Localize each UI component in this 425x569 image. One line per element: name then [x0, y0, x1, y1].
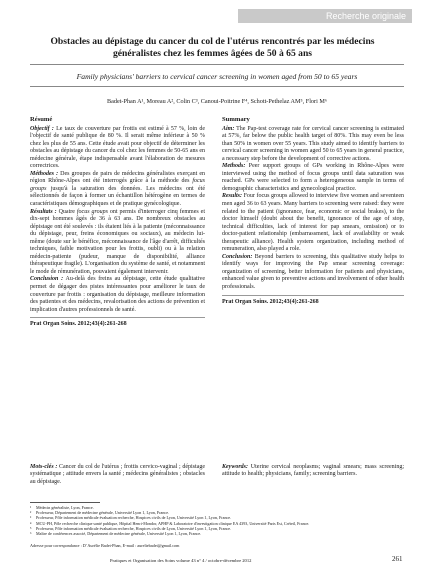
article-title-fr: Obstacles au dépistage du cancer du col de l'utérus rencontrés par les médecins généralistes chez les femmes âgées de 50 à 65 ans	[50, 36, 375, 59]
keywords-fr-text: Cancer du col de l'utérus ; frottis cervico-vaginal ; dépistage systématique ; attitude envers la santé ; médecins généralistes ; obstacles au dépistage.	[30, 464, 206, 485]
keywords-en-label: Keywords:	[222, 464, 248, 470]
page-number: 261	[392, 555, 403, 563]
footnote-item: ³ Professeur, Pôle information médicale évaluation recherche, Hospices civils de Lyon, Université Lyon 1, Lyon, France.	[30, 515, 232, 521]
resume-conclusion	[30, 276, 205, 314]
footnote-item: ⁶ Maître de conférences associé, Département de médecine générale, Université Lyon 1, Lyon, France.	[30, 531, 202, 537]
resume-methodes-text-a: Des groupes de pairs de médecins généralistes exerçant en région Rhône-Alpes ont été interrogés grâce à la méthode des	[30, 170, 206, 185]
resume-resultats-italic: focus groups	[76, 208, 108, 215]
resume-resultats-label: Résultats :	[30, 208, 57, 215]
summary-results	[222, 193, 404, 253]
title-divider-bottom	[30, 86, 404, 87]
resume-conclusion-label: Conclusion :	[30, 276, 64, 283]
footnote-divider	[30, 502, 100, 503]
summary-conclusion-text: Beyond barriers to screening, this qualitative study helps to identify ways for improving the Pap smear screening coverage: organization of screening, better information for patients and physicians, enhanced value given to preventive actions and involvement of other health professionals.	[222, 253, 404, 291]
summary-methods-label: Methods:	[222, 163, 246, 170]
article-title-en: Family physicians' barriers to cervical cancer screening in women aged from 50 to 65 years	[76, 72, 358, 81]
summary-results-label: Results:	[222, 193, 243, 200]
footnote-item: ⁵ Professeur, Pôle information médicale évaluation recherche, Hospices civils de Lyon, Université Lyon 1, Lyon, France.	[30, 525, 232, 531]
summary-heading: Summary	[222, 116, 250, 123]
resume-objectif	[30, 126, 205, 171]
resume-reference-divider	[30, 317, 205, 318]
summary-methods-text: Peer support groups of GPs working in Rhône-Alpes were interviewed using the method of focus groups until data saturation was reached. GPs were selected to form a heterogeneous sample in terms of demographic characteristics and gynecological practice.	[222, 163, 405, 192]
footnote-item: ⁴ MCU-PH, Pôle recherche clinique santé publique, Hôpital Henri-Mondor, APHP & Laboratoire d'investigation clinique EA 4393, Université Paris Est, Créteil, France.	[30, 520, 310, 526]
keywords-en-text: Uterine cervical neoplasms; vaginal smears; mass screening; attitude to health; physicians, family; screening barriers.	[222, 464, 405, 478]
resume-resultats	[30, 209, 205, 277]
summary-conclusion	[222, 254, 404, 292]
author-list: Badet-Phan A¹, Moreau A², Colin C³, Canoui-Poitrine F⁴, Schott-Pethelaz AM⁵, Flori M⁶	[107, 98, 327, 105]
correspondence-address: Adresse pour correspondance : D' Aurélie Badet-Phan, E-mail : aureliebadet@gmail.com	[30, 543, 180, 548]
resume-methodes-italic: focus groups	[30, 178, 206, 192]
title-divider	[30, 64, 404, 65]
resume-reference: Prat Organ Soins. 2012;43(4):261-268	[30, 321, 127, 328]
resume-methodes	[30, 171, 205, 209]
summary-column	[222, 116, 404, 306]
journal-footer: Pratiques et Organisation des Soins volume 43 n° 4 / octobre-décembre 2012	[110, 558, 252, 563]
keywords-fr	[30, 464, 205, 486]
summary-reference-divider	[222, 295, 404, 296]
resume-conclusion-text: Au-delà des freins au dépistage, cette étude qualitative permet de dégager des pistes intéressantes pour améliorer le taux de couverture par frottis : organisation du dépistage, meilleure information des patientes et des médecins, revalorisation des actions de prévention et implication d'autres professionnels de santé.	[30, 276, 206, 313]
summary-reference: Prat Organ Soins. 2012;43(4):261-268	[222, 298, 319, 305]
summary-methods	[222, 163, 404, 193]
resume-methodes-label: Méthodes :	[30, 170, 59, 177]
footnotes	[30, 505, 404, 536]
resume-heading: Résumé	[30, 116, 53, 123]
resume-resultats-text-b: ont permis d'interroger cinq femmes et dix-sept hommes âgés de 36 à 63 ans. De nombreux obstacles au dépistage ont été soulevés : ils étaient liés à la patiente (méconnaissance du dépistage, peur, freins économiques ou sociaux), au médecin lui-même (doute sur le bénéfice, méconnaissance de l'âge d'arrêt, difficultés techniques, faible motivation pour les frottis, oubli) ou à la relation médecin-patiente (pudeur, manque de disponibilité, alliance thérapeutique fragile). L'organisation du système de santé, et notamment le mode de rémunération, pouvaient également intervenir.	[30, 208, 206, 275]
resume-resultats-text-a: Quatre	[58, 208, 75, 215]
footnote-item: ² Professeur, Département de médecine générale, Université Lyon 1, Lyon, France.	[30, 510, 170, 516]
resume-objectif-label: Objectif :	[30, 125, 54, 132]
resume-methodes-text-b: jusqu'à la saturation des données. Les médecins ont été sélectionnés de façon à former un échantillon hétérogène en termes de caractéristiques démographiques et de pratique gynécologique.	[30, 185, 205, 208]
summary-aim	[222, 126, 404, 164]
resume-column	[30, 116, 205, 329]
keywords-en	[222, 464, 404, 479]
keywords-fr-label: Mots-clés :	[30, 464, 58, 470]
section-rubric: Recherche originale	[238, 9, 412, 23]
summary-aim-text: The Pap-test coverage rate for cervical cancer screening is estimated at 57%, far below the public health target of 80%. This may even be less than 50% in women over 55 years. This study aimed to identify barriers to cervical cancer screening in women aged 50 to 65 years in general practice, a necessary step before the development of corrective actions.	[222, 125, 404, 162]
summary-results-text: Four focus groups allowed to interview five women and seventeen men aged 36 to 63 years. Many barriers to screening were raised: they were related to the patient (ignorance, fear, economic or social brakes), to the doctor himself (doubt about the benefit, ignorance of the age of stop, technical difficulties, lack of interest for pap smears, omission) or to doctor-patient relationship (embarrassment, lack of availability or weak therapeutic alliance). Health system organization, including method of remuneration, also played a role.	[222, 193, 405, 253]
summary-conclusion-label: Conclusion:	[222, 253, 253, 260]
resume-objectif-text: Le taux de couverture par frottis est estimé à 57 %, loin de l'objectif de santé publique de 80 %. Il serait même inférieur à 50 % chez les plus de 55 ans. Cette étude avait pour objectif de déterminer les obstacles au dépistage du cancer du col chez les femmes de 50-65 ans en médecine générale, étape indispensable avant l'élaboration de mesures correctrices.	[30, 125, 206, 170]
footnote-item: ¹ Médecin généraliste, Lyon, France.	[30, 505, 94, 510]
summary-aim-label: Aim:	[222, 125, 235, 132]
